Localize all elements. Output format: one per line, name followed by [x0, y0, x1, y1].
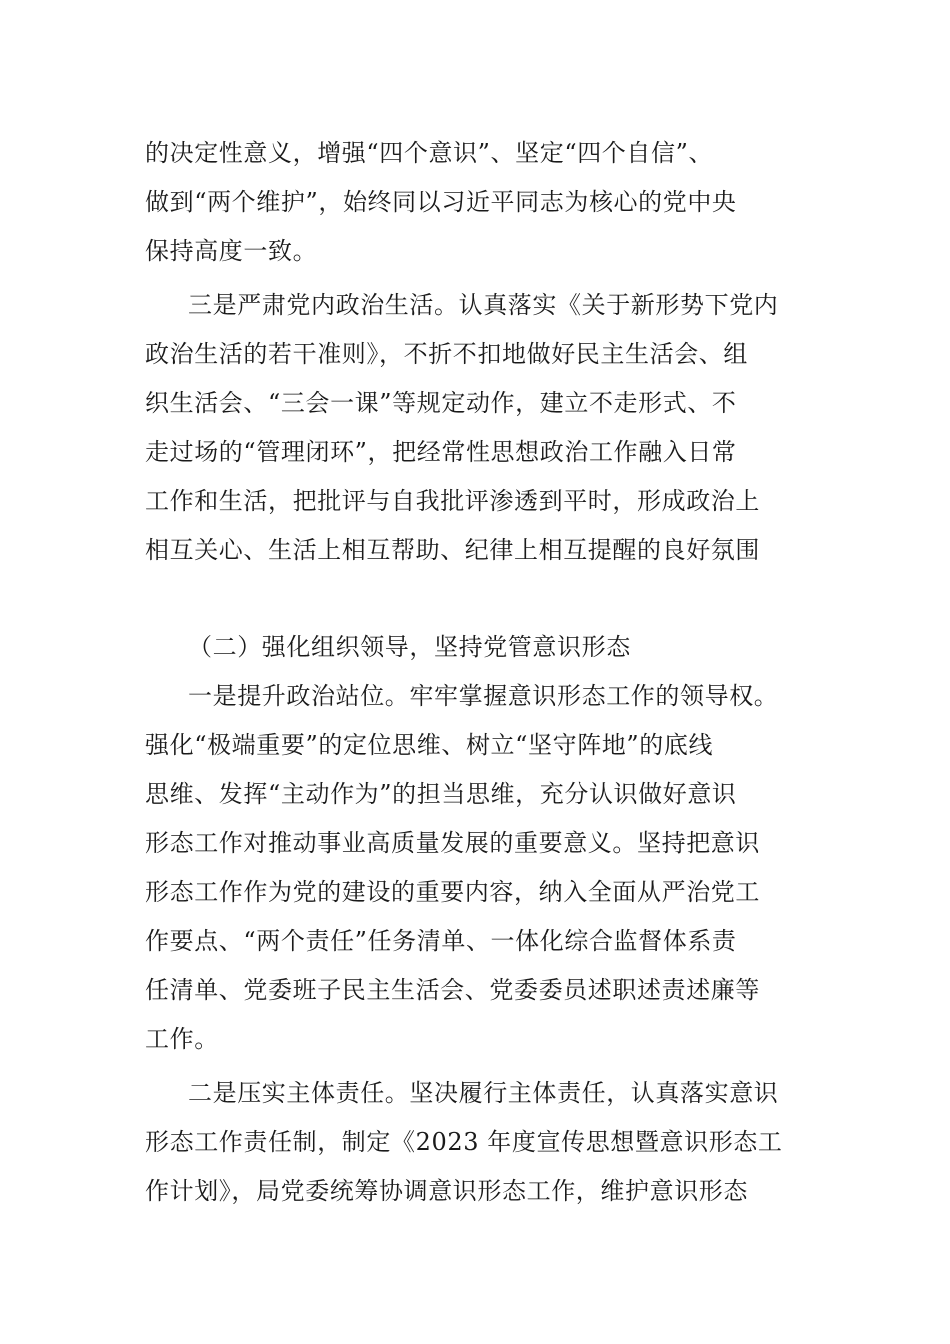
- text-line: 工作和生活，把批评与自我批评渗透到平时，形成政治上: [145, 487, 760, 515]
- text-line: 作计划》，局党委统筹协调意识形态工作，维护意识形态: [145, 1177, 748, 1205]
- text-line: 二是压实主体责任。坚决履行主体责任，认真落实意识: [188, 1079, 779, 1107]
- text-line: 工作。: [145, 1025, 219, 1053]
- text-line: 一是提升政治站位。牢牢掌握意识形态工作的领导权。: [188, 682, 779, 710]
- text-line: 形态工作对推动事业高质量发展的重要意义。坚持把意识: [145, 829, 760, 857]
- text-line: 的决定性意义，增强“四个意识”、坚定“四个自信”、: [145, 139, 714, 167]
- text-line: 织生活会、“三会一课”等规定动作，建立不走形式、不: [145, 389, 737, 417]
- section-heading: （二）强化组织领导，坚持党管意识形态: [188, 633, 631, 661]
- text-line: 强化“极端重要”的定位思维、树立“坚守阵地”的底线: [145, 731, 714, 759]
- text-line: 保持高度一致。: [145, 237, 318, 265]
- text-line: 做到“两个维护”，始终同以习近平同志为核心的党中央: [145, 188, 737, 216]
- text-line: 作要点、“两个责任”任务清单、一体化综合监督体系责: [145, 927, 737, 955]
- text-line: 形态工作作为党的建设的重要内容，纳入全面从严治党工: [145, 878, 760, 906]
- text-line: 三是严肃党内政治生活。认真落实《关于新形势下党内: [188, 291, 779, 319]
- text-line: 形态工作责任制，制定《2023 年度宣传思想暨意识形态工: [145, 1128, 783, 1156]
- text-line: 走过场的“管理闭环”，把经常性思想政治工作融入日常: [145, 438, 737, 466]
- text-line: 相互关心、生活上相互帮助、纪律上相互提醒的良好氛围: [145, 536, 760, 564]
- text-line: 思维、发挥“主动作为”的担当思维，充分认识做好意识: [145, 780, 737, 808]
- text-line: 任清单、党委班子民主生活会、党委委员述职述责述廉等: [145, 976, 760, 1004]
- text-line: 政治生活的若干准则》，不折不扣地做好民主生活会、组: [145, 340, 748, 368]
